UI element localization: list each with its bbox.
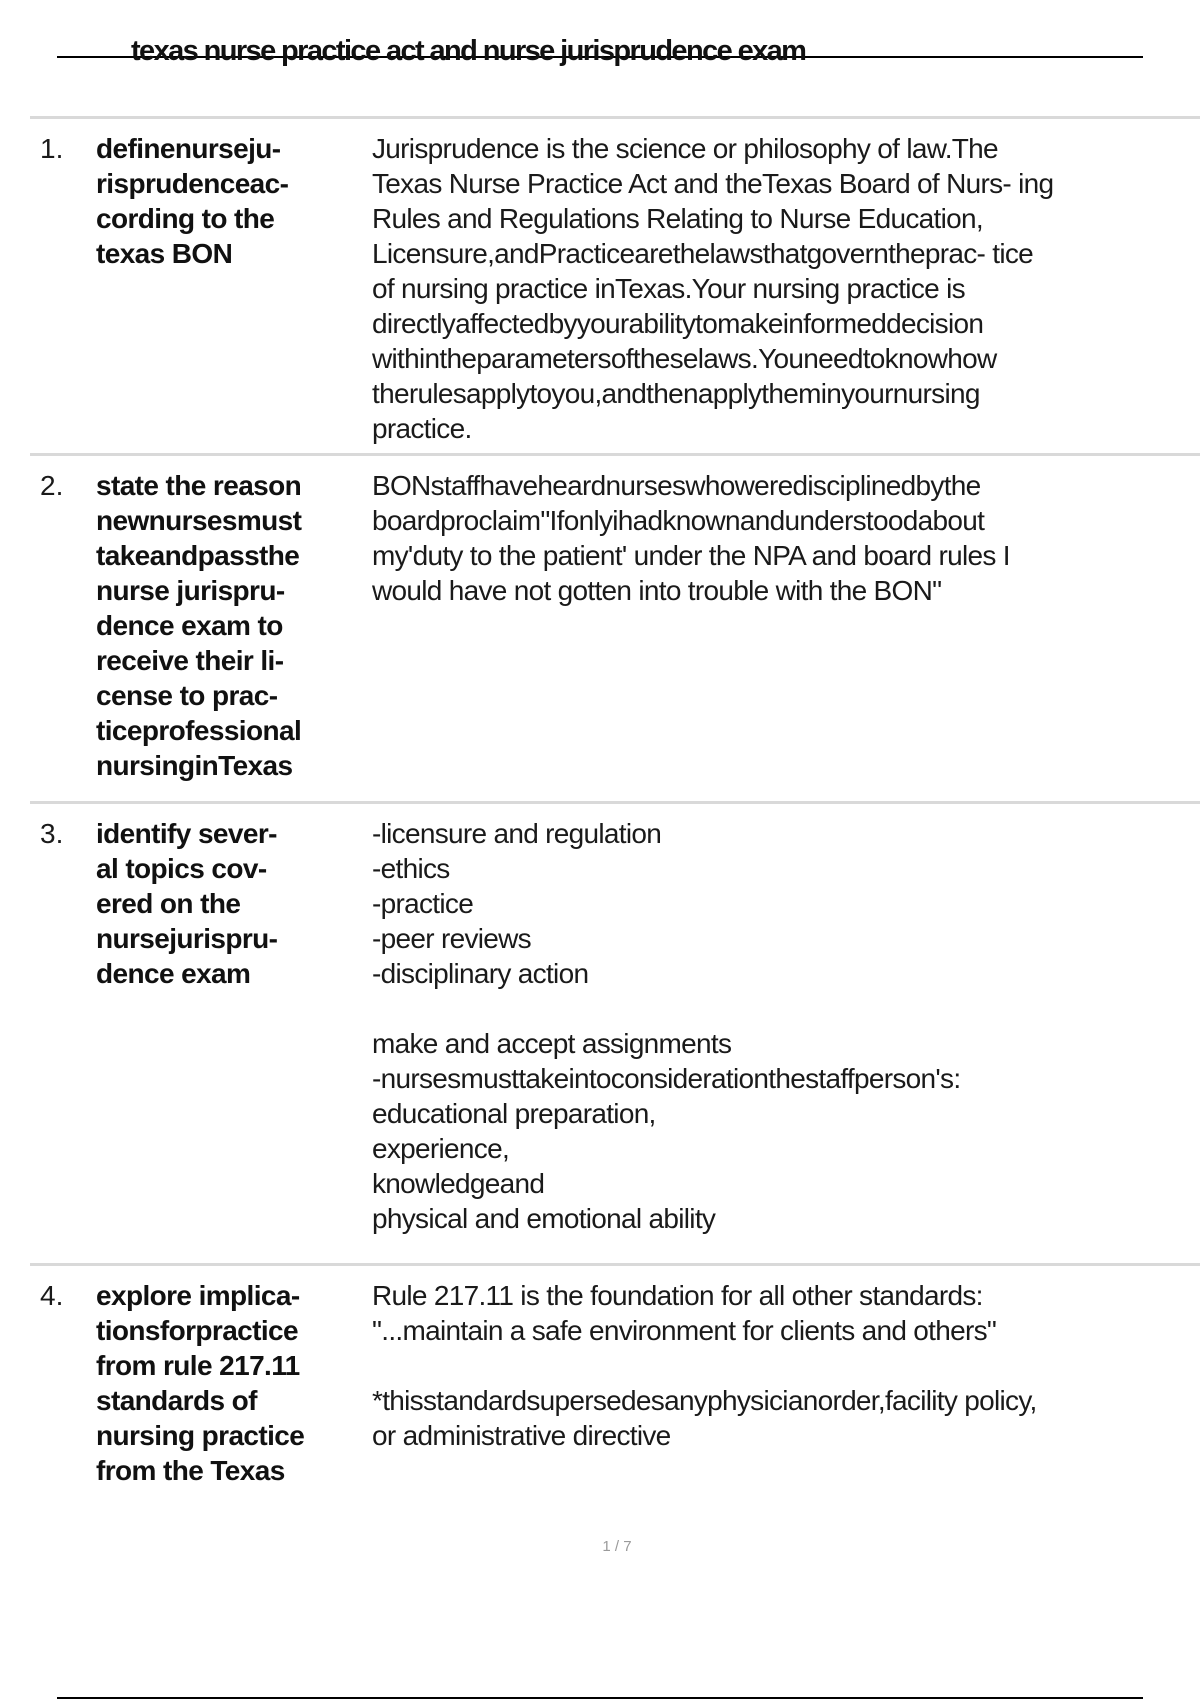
definition-line: Rule 217.11 is the foundation for all other standards: (372, 1280, 983, 1311)
definition-line: knowledgeand (372, 1168, 545, 1199)
qa-list (30, 116, 1200, 1523)
definition-line: directlyaffectedbyyourabilitytomakeinformeddecision (372, 308, 984, 339)
term-line: nurse jurispru- (96, 575, 285, 606)
definition-line: Licensure,andPracticearethelawsthatgoverntheprac- tice (372, 238, 1034, 269)
definition-line: therulesapplytoyou,andthenapplytheminyournursing (372, 378, 980, 409)
term-line: dence exam to (96, 610, 283, 641)
term-line: tionsforpractice (96, 1315, 298, 1346)
definition-line: or administrative directive (372, 1420, 671, 1451)
term-line: nursing practice (96, 1420, 305, 1451)
qa-item (30, 1263, 1200, 1523)
definition-line: make and accept assignments (372, 1028, 732, 1059)
term-line: from the Texas (96, 1455, 285, 1486)
item-term (96, 1278, 372, 1523)
definition-line: would have not gotten into trouble with the BON" (372, 575, 942, 606)
document-title: texas nurse practice act and nurse jurisprudence exam (131, 35, 806, 67)
definition-line: Texas Nurse Practice Act and theTexas Board of Nurs- ing (372, 168, 1054, 199)
term-line: standards of (96, 1385, 257, 1416)
term-line: definenurseju- (96, 133, 281, 164)
term-line: nursinginTexas (96, 750, 293, 781)
item-definition (372, 816, 1200, 1263)
qa-item (30, 453, 1200, 801)
definition-line: -peer reviews (372, 923, 531, 954)
term-line: ered on the (96, 888, 241, 919)
item-number: 2. (40, 470, 64, 501)
definition-line (372, 991, 1180, 1026)
term-line: cense to prac- (96, 680, 278, 711)
footer-rule (57, 1697, 1143, 1699)
item-definition (372, 1278, 1200, 1523)
item-number: 1. (40, 133, 64, 164)
term-line: receive their li- (96, 645, 284, 676)
term-line: cording to the (96, 203, 275, 234)
definition-line: physical and emotional ability (372, 1203, 716, 1234)
term-line: dence exam (96, 958, 251, 989)
definition-line (372, 1348, 1180, 1383)
definition-line: of nursing practice inTexas.Your nursing practice is (372, 273, 965, 304)
definition-line: *thisstandardsupersedesanyphysicianorder,facility policy, (372, 1385, 1037, 1416)
qa-item (30, 116, 1200, 453)
term-line: explore implica- (96, 1280, 300, 1311)
page-header (57, 34, 1143, 67)
term-line: state the reason (96, 470, 302, 501)
definition-line: -licensure and regulation (372, 818, 662, 849)
item-number: 3. (40, 818, 64, 849)
item-term (96, 131, 372, 453)
definition-line: withintheparametersoftheselaws.Youneedtoknowhow (372, 343, 997, 374)
item-definition (372, 468, 1200, 801)
definition-line: my'duty to the patient' under the NPA and board rules I (372, 540, 1010, 571)
term-line: al topics cov- (96, 853, 267, 884)
qa-item (30, 801, 1200, 1263)
term-line: identify sever- (96, 818, 277, 849)
item-term (96, 468, 372, 801)
term-line: nursejurispru- (96, 923, 278, 954)
definition-line: -practice (372, 888, 474, 919)
definition-line: educational preparation, (372, 1098, 656, 1129)
definition-line: experience, (372, 1133, 510, 1164)
definition-line: practice. (372, 413, 472, 444)
term-line: newnursesmust (96, 505, 302, 536)
definition-line: "...maintain a safe environment for clients and others" (372, 1315, 997, 1346)
term-line: from rule 217.11 (96, 1350, 300, 1381)
definition-line: boardproclaim"Ifonlyihadknownandunderstoodabout (372, 505, 985, 536)
term-line: ticeprofessional (96, 715, 302, 746)
definition-line: -disciplinary action (372, 958, 589, 989)
term-line: texas BON (96, 238, 233, 269)
definition-line: -ethics (372, 853, 450, 884)
definition-line: Rules and Regulations Relating to Nurse Education, (372, 203, 983, 234)
term-line: risprudenceac- (96, 168, 289, 199)
page-indicator: 1 / 7 (602, 1538, 632, 1555)
item-definition (372, 131, 1200, 453)
item-number: 4. (40, 1280, 64, 1311)
definition-line: Jurisprudence is the science or philosophy of law.The (372, 133, 998, 164)
definition-line: BONstaffhaveheardnurseswhoweredisciplinedbythe (372, 470, 981, 501)
term-line: takeandpassthe (96, 540, 300, 571)
item-term (96, 816, 372, 1263)
definition-line: -nursesmusttakeintoconsiderationthestaffperson's: (372, 1063, 961, 1094)
